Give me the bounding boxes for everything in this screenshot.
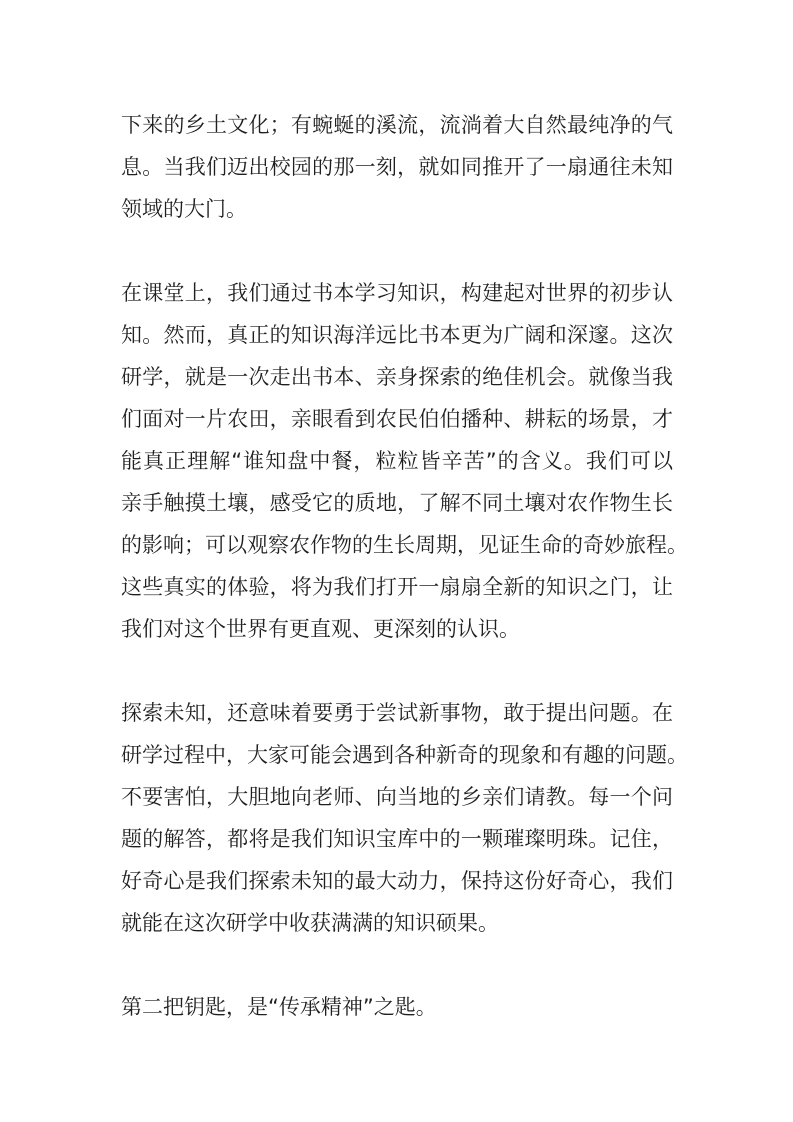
- text-line: 息。当我们迈出校园的那一刻，就如同推开了一扇通往未知: [121, 155, 673, 179]
- text-line: 能真正理解“谁知盘中餐，粒粒皆辛苦”的含义。我们可以: [121, 449, 673, 473]
- text-line: 我们对这个世界有更直观、更深刻的认识。: [121, 617, 520, 641]
- text-line: 题的解答，都将是我们知识宝库中的一颗璀璨明珠。记住，: [121, 827, 673, 851]
- paragraph-4: [121, 986, 673, 1028]
- text-line: 不要害怕，大胆地向老师、向当地的乡亲们请教。每一个问: [121, 785, 673, 809]
- text-line: 就能在这次研学中收获满满的知识硕果。: [121, 911, 499, 935]
- paragraph-3: [121, 692, 688, 944]
- text-line: 们面对一片农田，亲眼看到农民伯伯播种、耕耘的场景，才: [121, 407, 673, 431]
- document-text-block: [121, 104, 688, 1070]
- text-line: 知。然而，真正的知识海洋远比书本更为广阔和深邃。这次: [121, 323, 673, 347]
- text-line: 研学过程中，大家可能会遇到各种新奇的现象和有趣的问题。: [121, 743, 688, 767]
- text-line: 第二把钥匙，是“传承精神”之匙。: [121, 995, 437, 1019]
- text-line: 在课堂上，我们通过书本学习知识，构建起对世界的初步认: [121, 281, 673, 305]
- text-line: 研学，就是一次走出书本、亲身探索的绝佳机会。就像当我: [121, 365, 673, 389]
- text-line: 这些真实的体验，将为我们打开一扇扇全新的知识之门，让: [121, 575, 673, 599]
- text-line: 亲手触摸土壤，感受它的质地，了解不同土壤对农作物生长: [121, 491, 673, 515]
- text-line: 的影响；可以观察农作物的生长周期，见证生命的奇妙旅程。: [121, 533, 688, 557]
- text-line: 领域的大门。: [121, 197, 247, 221]
- paragraph-2: [121, 272, 688, 650]
- text-line: 探索未知，还意味着要勇于尝试新事物，敢于提出问题。在: [121, 701, 673, 725]
- paragraph-1: [121, 104, 673, 230]
- text-line: 好奇心是我们探索未知的最大动力，保持这份好奇心，我们: [121, 869, 673, 893]
- text-line: 下来的乡土文化；有蜿蜒的溪流，流淌着大自然最纯净的气: [121, 113, 673, 137]
